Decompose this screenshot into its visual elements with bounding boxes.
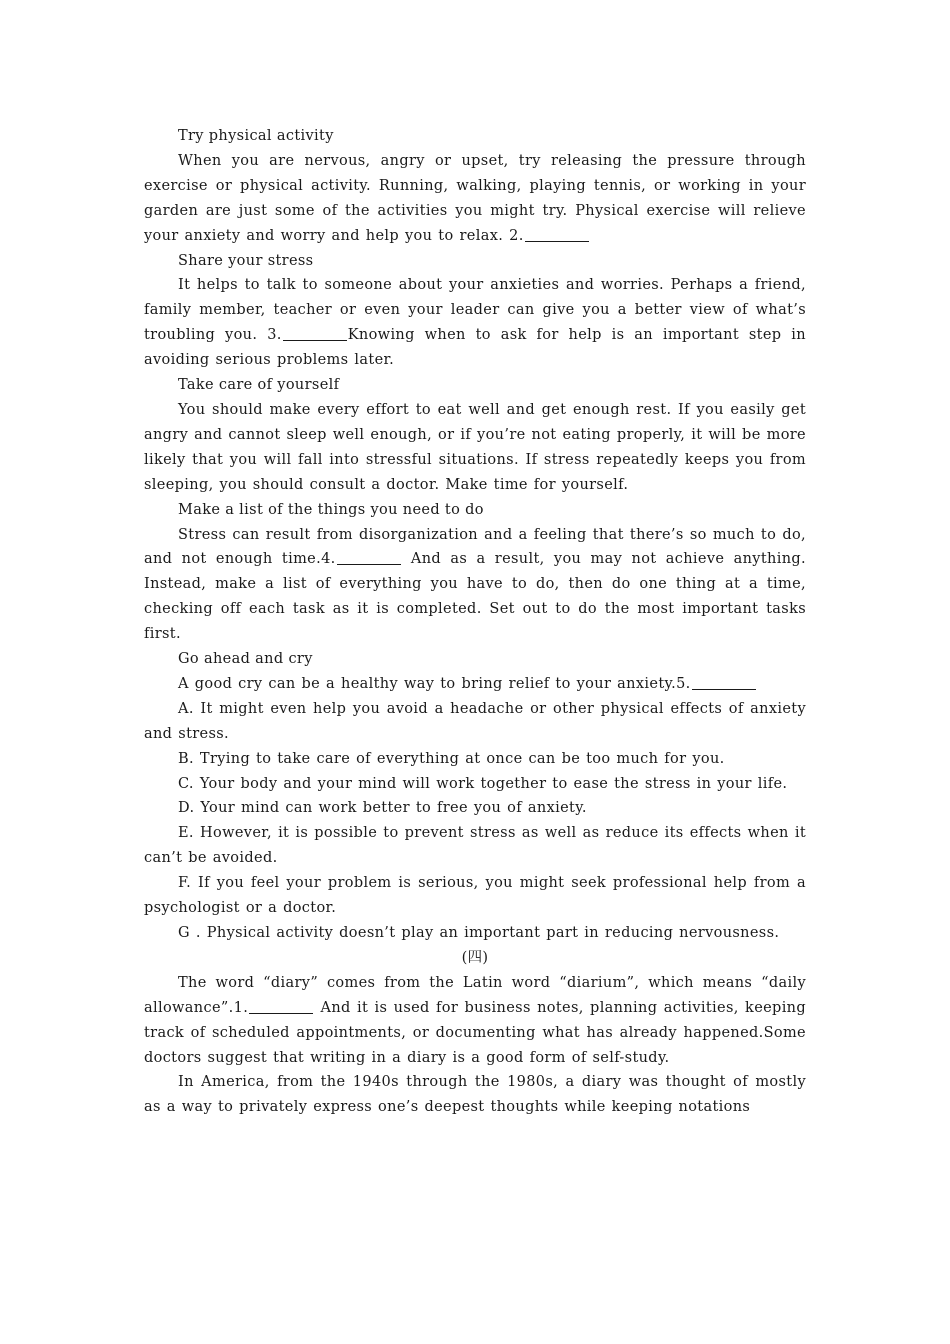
section-title: (四) (461, 949, 489, 966)
answer-blank-1[interactable] (249, 999, 313, 1014)
paragraph-diary-origin: The word “diary” comes from the Latin word “diarium”, which means “daily allowance”.1. And it is used for business notes, planning activities, keeping track of scheduled appointments, or documenting what has already happened.Some doctors suggest that writing in a diary is a good form of self-study. (144, 974, 806, 1066)
answer-blank-4[interactable] (337, 550, 401, 565)
paragraph-share-stress: It helps to talk to someone about your anxieties and worries. Perhaps a friend, family member, teacher or even your leader can give you a better view of what’s troubling you. 3. Knowing when to ask for help is an important step in avoiding serious problems later. (144, 277, 806, 369)
paragraph-make-list: Stress can result from disorganization and a feeling that there’s so much to do, and not enough time.4. And as a result, you may not achieve anything. Instead, make a list of everything you have to do, then do one thing at a time, checking off each task as it is completed. Set out to do the most important tasks first. (144, 526, 806, 643)
paragraph-cry: A good cry can be a healthy way to bring relief to your anxiety.5. (144, 672, 806, 697)
heading-share-stress: Share your stress (178, 252, 314, 269)
option-b: B. Trying to take care of everything at once can be too much for you. (178, 750, 725, 767)
heading-cry: Go ahead and cry (178, 651, 313, 668)
option-e: E. However, it is possible to prevent stress as well as reduce its effects when it can’t be avoided. (144, 825, 806, 867)
answer-blank-5[interactable] (692, 675, 756, 690)
heading-make-list: Make a list of the things you need to do (178, 501, 484, 518)
option-d: D. Your mind can work better to free you of anxiety. (178, 800, 587, 817)
option-c: C. Your body and your mind will work together to ease the stress in your life. (178, 775, 788, 792)
option-f: F. If you feel your problem is serious, you might seek professional help from a psychologist or a doctor. (144, 875, 806, 917)
document-page (144, 124, 806, 1120)
paragraph-diary-america: In America, from the 1940s through the 1980s, a diary was thought of mostly as a way to privately express one’s deepest thoughts while keeping notations (144, 1074, 806, 1116)
option-g: G . Physical activity doesn’t play an important part in reducing nervousness. (178, 925, 780, 941)
heading-take-care: Take care of yourself (178, 377, 340, 394)
paragraph-physical-activity: When you are nervous, angry or upset, try releasing the pressure through exercise or physical activity. Running, walking, playing tennis, or working in your garden are just some of the activities you might try. Physical exercise will relieve your anxiety and worry and help you to relax. 2. (144, 152, 806, 244)
heading-physical-activity: Try physical activity (178, 128, 334, 144)
paragraph-take-care: You should make every effort to eat well and get enough rest. If you easily get angry and cannot sleep well enough, or if you’re not eating properly, it will be more likely that you will fall into stressful situations. If stress repeatedly keeps you from sleeping, you should consult a doctor. Make time for yourself. (144, 401, 806, 493)
answer-blank-3[interactable] (283, 326, 347, 341)
option-a: A. It might even help you avoid a headache or other physical effects of anxiety and stress. (144, 700, 806, 742)
answer-blank-2[interactable] (525, 227, 589, 242)
